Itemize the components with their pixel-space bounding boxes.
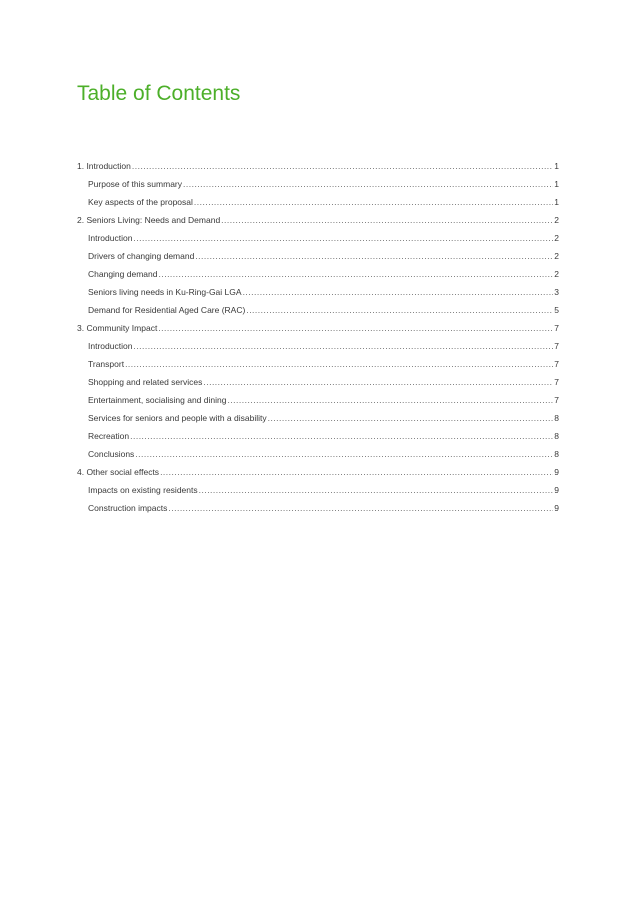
toc-entry[interactable] [77,391,559,409]
toc-entry-label: Drivers of changing demand [88,251,195,261]
toc-page-number: 8 [554,431,559,441]
toc-dot-leader [125,355,553,373]
toc-entry[interactable] [77,337,559,355]
toc-dot-leader [133,229,553,247]
toc-entry-label: Key aspects of the proposal [88,197,193,207]
toc-dot-leader [135,445,553,463]
toc-page-number: 7 [554,395,559,405]
toc-entry-label: Conclusions [88,449,135,459]
toc-dot-leader [168,499,553,517]
toc-entry-label: Introduction [88,341,133,351]
toc-dot-leader [130,427,553,445]
toc-entry[interactable] [77,229,559,247]
toc-dot-leader [227,391,553,409]
toc-page-number: 8 [554,449,559,459]
toc-entry[interactable] [77,319,559,337]
toc-entry[interactable] [77,157,559,175]
toc-dot-leader [133,337,553,355]
toc-entry-label: Introduction [88,233,133,243]
toc-page-number: 2 [554,269,559,279]
toc-entry[interactable] [77,445,559,463]
toc-entry[interactable] [77,301,559,319]
toc-entry[interactable] [77,481,559,499]
toc-dot-leader [160,463,553,481]
toc-page-number: 3 [554,287,559,297]
toc-entry-label: Seniors living needs in Ku-Ring-Gai LGA [88,287,242,297]
toc-entry[interactable] [77,265,559,283]
toc-page-number: 7 [554,359,559,369]
toc-dot-leader [183,175,553,193]
toc-page-number: 9 [554,485,559,495]
toc-page-number: 1 [554,161,559,171]
toc-page-number: 2 [554,233,559,243]
toc-entry-label: Impacts on existing residents [88,485,198,495]
toc-entry[interactable] [77,211,559,229]
toc-dot-leader [158,265,553,283]
toc-entry[interactable] [77,193,559,211]
toc-page-number: 9 [554,503,559,513]
toc-entry[interactable] [77,247,559,265]
toc-dot-leader [132,157,553,175]
toc-entry[interactable] [77,463,559,481]
toc-entry[interactable] [77,355,559,373]
toc-entry[interactable] [77,283,559,301]
toc-page-number: 5 [554,305,559,315]
toc-page-number: 1 [554,197,559,207]
toc-title: Table of Contents [77,82,241,105]
toc-entry-label: Services for seniors and people with a disability [88,413,267,423]
toc-entry-label: 3. Community Impact [77,323,158,333]
toc-dot-leader [199,481,554,499]
toc-entry-label: Purpose of this summary [88,179,183,189]
toc-dot-leader [243,283,554,301]
toc-entry-label: Shopping and related services [88,377,203,387]
toc-entry-label: Transport [88,359,125,369]
toc-dot-leader [158,319,553,337]
toc-entry-label: 1. Introduction [77,161,131,171]
toc-entry[interactable] [77,409,559,427]
toc-page-number: 1 [554,179,559,189]
toc-entry[interactable] [77,373,559,391]
toc-entry-label: 2. Seniors Living: Needs and Demand [77,215,221,225]
toc-entry-label: Demand for Residential Aged Care (RAC) [88,305,246,315]
toc-entry-label: Changing demand [88,269,158,279]
toc-page-number: 8 [554,413,559,423]
toc-page-number: 7 [554,377,559,387]
toc-dot-leader [246,301,553,319]
toc-dot-leader [194,193,553,211]
toc-page-number: 2 [554,251,559,261]
toc-entry[interactable] [77,499,559,517]
toc-entry-label: Recreation [88,431,130,441]
toc-entry-label: Construction impacts [88,503,168,513]
toc-entry-label: 4. Other social effects [77,467,160,477]
toc-page-number: 7 [554,341,559,351]
toc-dot-leader [221,211,553,229]
toc-page-number: 2 [554,215,559,225]
toc-entry[interactable] [77,175,559,193]
toc-entry[interactable] [77,427,559,445]
toc-dot-leader [268,409,554,427]
toc-dot-leader [203,373,553,391]
toc-dot-leader [195,247,553,265]
toc-entry-label: Entertainment, socialising and dining [88,395,227,405]
toc-page-number: 9 [554,467,559,477]
toc-list [77,157,559,517]
toc-page-number: 7 [554,323,559,333]
